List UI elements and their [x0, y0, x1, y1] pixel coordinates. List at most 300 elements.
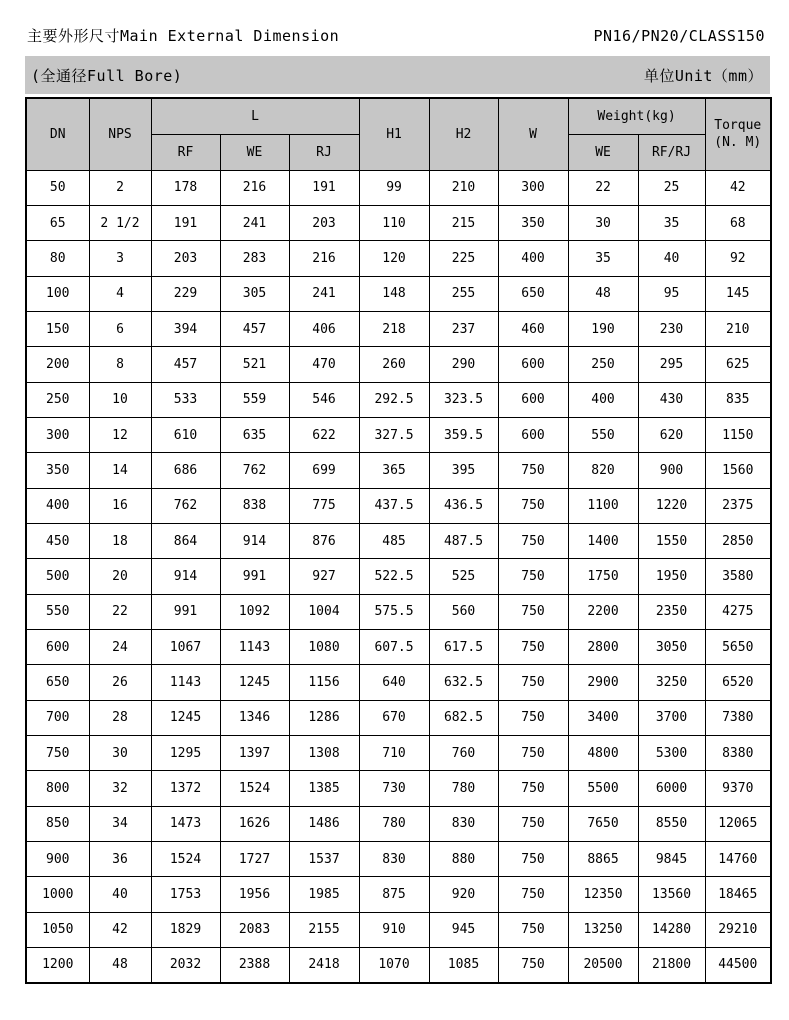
table-cell: 1397: [220, 736, 289, 771]
table-cell: 560: [429, 594, 498, 629]
table-cell: 305: [220, 276, 289, 311]
table-cell: 457: [220, 311, 289, 346]
dimension-table: [25, 97, 772, 984]
torque-label-line2: (N. M): [714, 135, 762, 151]
table-cell: 18: [89, 523, 151, 558]
table-cell: 1524: [220, 771, 289, 806]
table-cell: 42: [89, 912, 151, 947]
table-cell: 1000: [26, 877, 89, 912]
table-cell: 1245: [151, 700, 220, 735]
table-cell: 699: [289, 453, 359, 488]
col-header-l-rj: RJ: [289, 134, 359, 170]
table-cell: 487.5: [429, 523, 498, 558]
table-cell: 48: [568, 276, 638, 311]
table-cell: 575.5: [359, 594, 429, 629]
table-cell: 820: [568, 453, 638, 488]
table-cell: 229: [151, 276, 220, 311]
table-cell: 255: [429, 276, 498, 311]
table-cell: 290: [429, 347, 498, 382]
dimension-table-body: [26, 170, 771, 983]
table-cell: 1245: [220, 665, 289, 700]
table-cell: 2900: [568, 665, 638, 700]
table-cell: 210: [429, 170, 498, 205]
table-cell: 21800: [638, 948, 705, 983]
torque-label-line1: Torque: [714, 117, 762, 133]
table-row: [26, 347, 771, 382]
table-cell: 6: [89, 311, 151, 346]
table-cell: 359.5: [429, 417, 498, 452]
table-row: [26, 948, 771, 983]
table-cell: 225: [429, 241, 498, 276]
table-cell: 295: [638, 347, 705, 382]
table-cell: 237: [429, 311, 498, 346]
table-cell: 2032: [151, 948, 220, 983]
table-cell: 44500: [705, 948, 771, 983]
table-cell: 215: [429, 205, 498, 240]
table-cell: 191: [289, 170, 359, 205]
table-cell: 365: [359, 453, 429, 488]
table-cell: 20500: [568, 948, 638, 983]
table-cell: 1070: [359, 948, 429, 983]
table-cell: 145: [705, 276, 771, 311]
table-cell: 26: [89, 665, 151, 700]
table-cell: 1156: [289, 665, 359, 700]
bore-note: (全通径Full Bore): [31, 66, 183, 85]
table-cell: 5650: [705, 629, 771, 664]
table-cell: 775: [289, 488, 359, 523]
table-cell: 2850: [705, 523, 771, 558]
table-row: [26, 382, 771, 417]
table-cell: 650: [498, 276, 568, 311]
table-cell: 400: [568, 382, 638, 417]
table-cell: 48: [89, 948, 151, 983]
unit-note: 单位Unit（mm）: [643, 66, 763, 85]
table-row: [26, 594, 771, 629]
table-cell: 28: [89, 700, 151, 735]
table-cell: 632.5: [429, 665, 498, 700]
table-cell: 250: [26, 382, 89, 417]
table-cell: 750: [498, 736, 568, 771]
table-cell: 760: [429, 736, 498, 771]
table-cell: 1308: [289, 736, 359, 771]
table-cell: 406: [289, 311, 359, 346]
col-header-l-group: L: [151, 98, 359, 134]
table-cell: 16: [89, 488, 151, 523]
table-cell: 436.5: [429, 488, 498, 523]
table-row: [26, 736, 771, 771]
table-cell: 700: [26, 700, 89, 735]
table-cell: 1100: [568, 488, 638, 523]
title-row: [27, 25, 765, 46]
table-row: [26, 806, 771, 841]
table-cell: 203: [289, 205, 359, 240]
table-cell: 607.5: [359, 629, 429, 664]
table-row: [26, 170, 771, 205]
table-cell: 1143: [220, 629, 289, 664]
table-cell: 1295: [151, 736, 220, 771]
table-cell: 210: [705, 311, 771, 346]
table-cell: 830: [429, 806, 498, 841]
col-header-weight-we: WE: [568, 134, 638, 170]
table-cell: 1067: [151, 629, 220, 664]
table-cell: 2155: [289, 912, 359, 947]
table-cell: 600: [498, 347, 568, 382]
table-cell: 750: [26, 736, 89, 771]
table-cell: 230: [638, 311, 705, 346]
table-cell: 260: [359, 347, 429, 382]
table-cell: 620: [638, 417, 705, 452]
table-cell: 3250: [638, 665, 705, 700]
table-cell: 559: [220, 382, 289, 417]
table-cell: 6520: [705, 665, 771, 700]
table-cell: 750: [498, 700, 568, 735]
table-cell: 450: [26, 523, 89, 558]
table-row: [26, 311, 771, 346]
table-cell: 830: [359, 842, 429, 877]
table-cell: 546: [289, 382, 359, 417]
table-cell: 914: [151, 559, 220, 594]
table-cell: 625: [705, 347, 771, 382]
col-header-weight-rfrj: RF/RJ: [638, 134, 705, 170]
col-header-weight-group: Weight(kg): [568, 98, 705, 134]
table-cell: 40: [89, 877, 151, 912]
table-cell: 110: [359, 205, 429, 240]
table-cell: 323.5: [429, 382, 498, 417]
table-row: [26, 488, 771, 523]
table-cell: 150: [26, 311, 89, 346]
table-cell: 3: [89, 241, 151, 276]
table-cell: 30: [89, 736, 151, 771]
table-cell: 5300: [638, 736, 705, 771]
table-cell: 864: [151, 523, 220, 558]
table-cell: 22: [568, 170, 638, 205]
table-cell: 780: [429, 771, 498, 806]
table-cell: 34: [89, 806, 151, 841]
col-header-torque: [705, 98, 771, 170]
table-row: [26, 665, 771, 700]
table-cell: 148: [359, 276, 429, 311]
table-cell: 3050: [638, 629, 705, 664]
table-cell: 750: [498, 488, 568, 523]
table-cell: 2083: [220, 912, 289, 947]
table-cell: 1550: [638, 523, 705, 558]
col-header-h1: H1: [359, 98, 429, 170]
table-cell: 9370: [705, 771, 771, 806]
table-cell: 25: [638, 170, 705, 205]
table-cell: 18465: [705, 877, 771, 912]
table-cell: 3700: [638, 700, 705, 735]
table-cell: 29210: [705, 912, 771, 947]
table-cell: 1727: [220, 842, 289, 877]
table-cell: 457: [151, 347, 220, 382]
table-cell: 95: [638, 276, 705, 311]
table-cell: 1085: [429, 948, 498, 983]
col-header-w: W: [498, 98, 568, 170]
table-cell: 1626: [220, 806, 289, 841]
table-cell: 203: [151, 241, 220, 276]
table-cell: 1004: [289, 594, 359, 629]
table-cell: 12065: [705, 806, 771, 841]
table-cell: 838: [220, 488, 289, 523]
table-cell: 500: [26, 559, 89, 594]
table-cell: 400: [26, 488, 89, 523]
table-cell: 525: [429, 559, 498, 594]
table-cell: 12350: [568, 877, 638, 912]
subtitle-bar: [25, 56, 770, 94]
table-cell: 1080: [289, 629, 359, 664]
table-cell: 3580: [705, 559, 771, 594]
table-row: [26, 523, 771, 558]
table-cell: 178: [151, 170, 220, 205]
table-cell: 1143: [151, 665, 220, 700]
table-cell: 395: [429, 453, 498, 488]
table-cell: 1050: [26, 912, 89, 947]
table-cell: 1753: [151, 877, 220, 912]
table-cell: 1385: [289, 771, 359, 806]
table-cell: 250: [568, 347, 638, 382]
table-row: [26, 559, 771, 594]
table-cell: 8550: [638, 806, 705, 841]
table-cell: 8380: [705, 736, 771, 771]
table-cell: 600: [26, 629, 89, 664]
table-row: [26, 205, 771, 240]
table-cell: 200: [26, 347, 89, 382]
col-header-l-rf: RF: [151, 134, 220, 170]
table-cell: 750: [498, 842, 568, 877]
table-cell: 640: [359, 665, 429, 700]
table-cell: 1092: [220, 594, 289, 629]
table-cell: 10: [89, 382, 151, 417]
table-cell: 1400: [568, 523, 638, 558]
table-cell: 710: [359, 736, 429, 771]
table-cell: 650: [26, 665, 89, 700]
table-cell: 327.5: [359, 417, 429, 452]
table-cell: 4800: [568, 736, 638, 771]
table-cell: 14: [89, 453, 151, 488]
table-cell: 100: [26, 276, 89, 311]
table-cell: 20: [89, 559, 151, 594]
col-header-h2: H2: [429, 98, 498, 170]
table-cell: 400: [498, 241, 568, 276]
table-cell: 1473: [151, 806, 220, 841]
col-header-nps: NPS: [89, 98, 151, 170]
table-cell: 550: [568, 417, 638, 452]
table-cell: 617.5: [429, 629, 498, 664]
table-cell: 875: [359, 877, 429, 912]
table-cell: 35: [638, 205, 705, 240]
table-cell: 521: [220, 347, 289, 382]
pressure-class-label: PN16/PN20/CLASS150: [593, 27, 765, 45]
table-cell: 686: [151, 453, 220, 488]
table-cell: 1956: [220, 877, 289, 912]
table-cell: 991: [220, 559, 289, 594]
table-cell: 1537: [289, 842, 359, 877]
table-cell: 2375: [705, 488, 771, 523]
table-cell: 218: [359, 311, 429, 346]
table-cell: 7380: [705, 700, 771, 735]
table-row: [26, 877, 771, 912]
col-header-dn: DN: [26, 98, 89, 170]
table-cell: 927: [289, 559, 359, 594]
table-cell: 750: [498, 665, 568, 700]
table-cell: 1372: [151, 771, 220, 806]
table-cell: 682.5: [429, 700, 498, 735]
table-cell: 900: [638, 453, 705, 488]
table-cell: 670: [359, 700, 429, 735]
table-cell: 430: [638, 382, 705, 417]
table-cell: 750: [498, 877, 568, 912]
table-row: [26, 771, 771, 806]
table-row: [26, 276, 771, 311]
table-cell: 920: [429, 877, 498, 912]
table-cell: 350: [26, 453, 89, 488]
table-cell: 3400: [568, 700, 638, 735]
table-cell: 533: [151, 382, 220, 417]
table-cell: 32: [89, 771, 151, 806]
table-cell: 1286: [289, 700, 359, 735]
table-cell: 2350: [638, 594, 705, 629]
table-cell: 910: [359, 912, 429, 947]
table-cell: 750: [498, 948, 568, 983]
table-cell: 42: [705, 170, 771, 205]
table-cell: 550: [26, 594, 89, 629]
table-cell: 750: [498, 559, 568, 594]
table-cell: 762: [151, 488, 220, 523]
table-header: [26, 98, 771, 170]
table-cell: 750: [498, 594, 568, 629]
header-row-1: [26, 98, 771, 134]
page-title: 主要外形尺寸Main External Dimension: [27, 27, 340, 45]
table-cell: 300: [498, 170, 568, 205]
table-cell: 13250: [568, 912, 638, 947]
table-cell: 50: [26, 170, 89, 205]
table-cell: 300: [26, 417, 89, 452]
table-row: [26, 912, 771, 947]
table-cell: 437.5: [359, 488, 429, 523]
table-cell: 876: [289, 523, 359, 558]
table-row: [26, 417, 771, 452]
table-cell: 13560: [638, 877, 705, 912]
table-cell: 216: [289, 241, 359, 276]
table-cell: 522.5: [359, 559, 429, 594]
table-cell: 750: [498, 806, 568, 841]
table-cell: 7650: [568, 806, 638, 841]
table-cell: 750: [498, 912, 568, 947]
table-cell: 4275: [705, 594, 771, 629]
table-cell: 92: [705, 241, 771, 276]
table-cell: 2388: [220, 948, 289, 983]
table-cell: 30: [568, 205, 638, 240]
table-cell: 485: [359, 523, 429, 558]
table-cell: 914: [220, 523, 289, 558]
table-cell: 750: [498, 771, 568, 806]
table-cell: 9845: [638, 842, 705, 877]
table-cell: 460: [498, 311, 568, 346]
table-cell: 622: [289, 417, 359, 452]
table-cell: 12: [89, 417, 151, 452]
table-cell: 99: [359, 170, 429, 205]
table-cell: 40: [638, 241, 705, 276]
table-cell: 635: [220, 417, 289, 452]
table-cell: 762: [220, 453, 289, 488]
table-cell: 4: [89, 276, 151, 311]
table-cell: 750: [498, 523, 568, 558]
table-cell: 1486: [289, 806, 359, 841]
table-cell: 1560: [705, 453, 771, 488]
table-cell: 8865: [568, 842, 638, 877]
table-cell: 6000: [638, 771, 705, 806]
table-cell: 600: [498, 382, 568, 417]
table-cell: 1950: [638, 559, 705, 594]
table-row: [26, 629, 771, 664]
table-cell: 292.5: [359, 382, 429, 417]
table-cell: 1985: [289, 877, 359, 912]
table-cell: 600: [498, 417, 568, 452]
table-cell: 610: [151, 417, 220, 452]
table-cell: 1750: [568, 559, 638, 594]
table-cell: 2200: [568, 594, 638, 629]
table-cell: 216: [220, 170, 289, 205]
table-cell: 991: [151, 594, 220, 629]
table-cell: 14760: [705, 842, 771, 877]
table-cell: 2: [89, 170, 151, 205]
table-cell: 850: [26, 806, 89, 841]
table-cell: 120: [359, 241, 429, 276]
table-row: [26, 700, 771, 735]
table-cell: 2418: [289, 948, 359, 983]
table-cell: 190: [568, 311, 638, 346]
table-cell: 945: [429, 912, 498, 947]
table-cell: 394: [151, 311, 220, 346]
table-cell: 8: [89, 347, 151, 382]
table-cell: 22: [89, 594, 151, 629]
table-cell: 470: [289, 347, 359, 382]
table-row: [26, 453, 771, 488]
col-header-l-we: WE: [220, 134, 289, 170]
table-cell: 68: [705, 205, 771, 240]
table-cell: 780: [359, 806, 429, 841]
table-cell: 1346: [220, 700, 289, 735]
table-cell: 191: [151, 205, 220, 240]
table-cell: 1829: [151, 912, 220, 947]
table-cell: 2 1/2: [89, 205, 151, 240]
table-cell: 1150: [705, 417, 771, 452]
table-cell: 350: [498, 205, 568, 240]
table-cell: 1524: [151, 842, 220, 877]
table-cell: 35: [568, 241, 638, 276]
table-cell: 14280: [638, 912, 705, 947]
table-cell: 750: [498, 629, 568, 664]
table-cell: 835: [705, 382, 771, 417]
table-cell: 1200: [26, 948, 89, 983]
table-cell: 5500: [568, 771, 638, 806]
table-cell: 36: [89, 842, 151, 877]
table-cell: 241: [289, 276, 359, 311]
table-cell: 800: [26, 771, 89, 806]
table-row: [26, 241, 771, 276]
table-cell: 24: [89, 629, 151, 664]
table-cell: 2800: [568, 629, 638, 664]
table-cell: 880: [429, 842, 498, 877]
table-cell: 900: [26, 842, 89, 877]
table-cell: 283: [220, 241, 289, 276]
table-cell: 65: [26, 205, 89, 240]
table-cell: 730: [359, 771, 429, 806]
table-cell: 241: [220, 205, 289, 240]
table-cell: 1220: [638, 488, 705, 523]
table-cell: 80: [26, 241, 89, 276]
table-row: [26, 842, 771, 877]
